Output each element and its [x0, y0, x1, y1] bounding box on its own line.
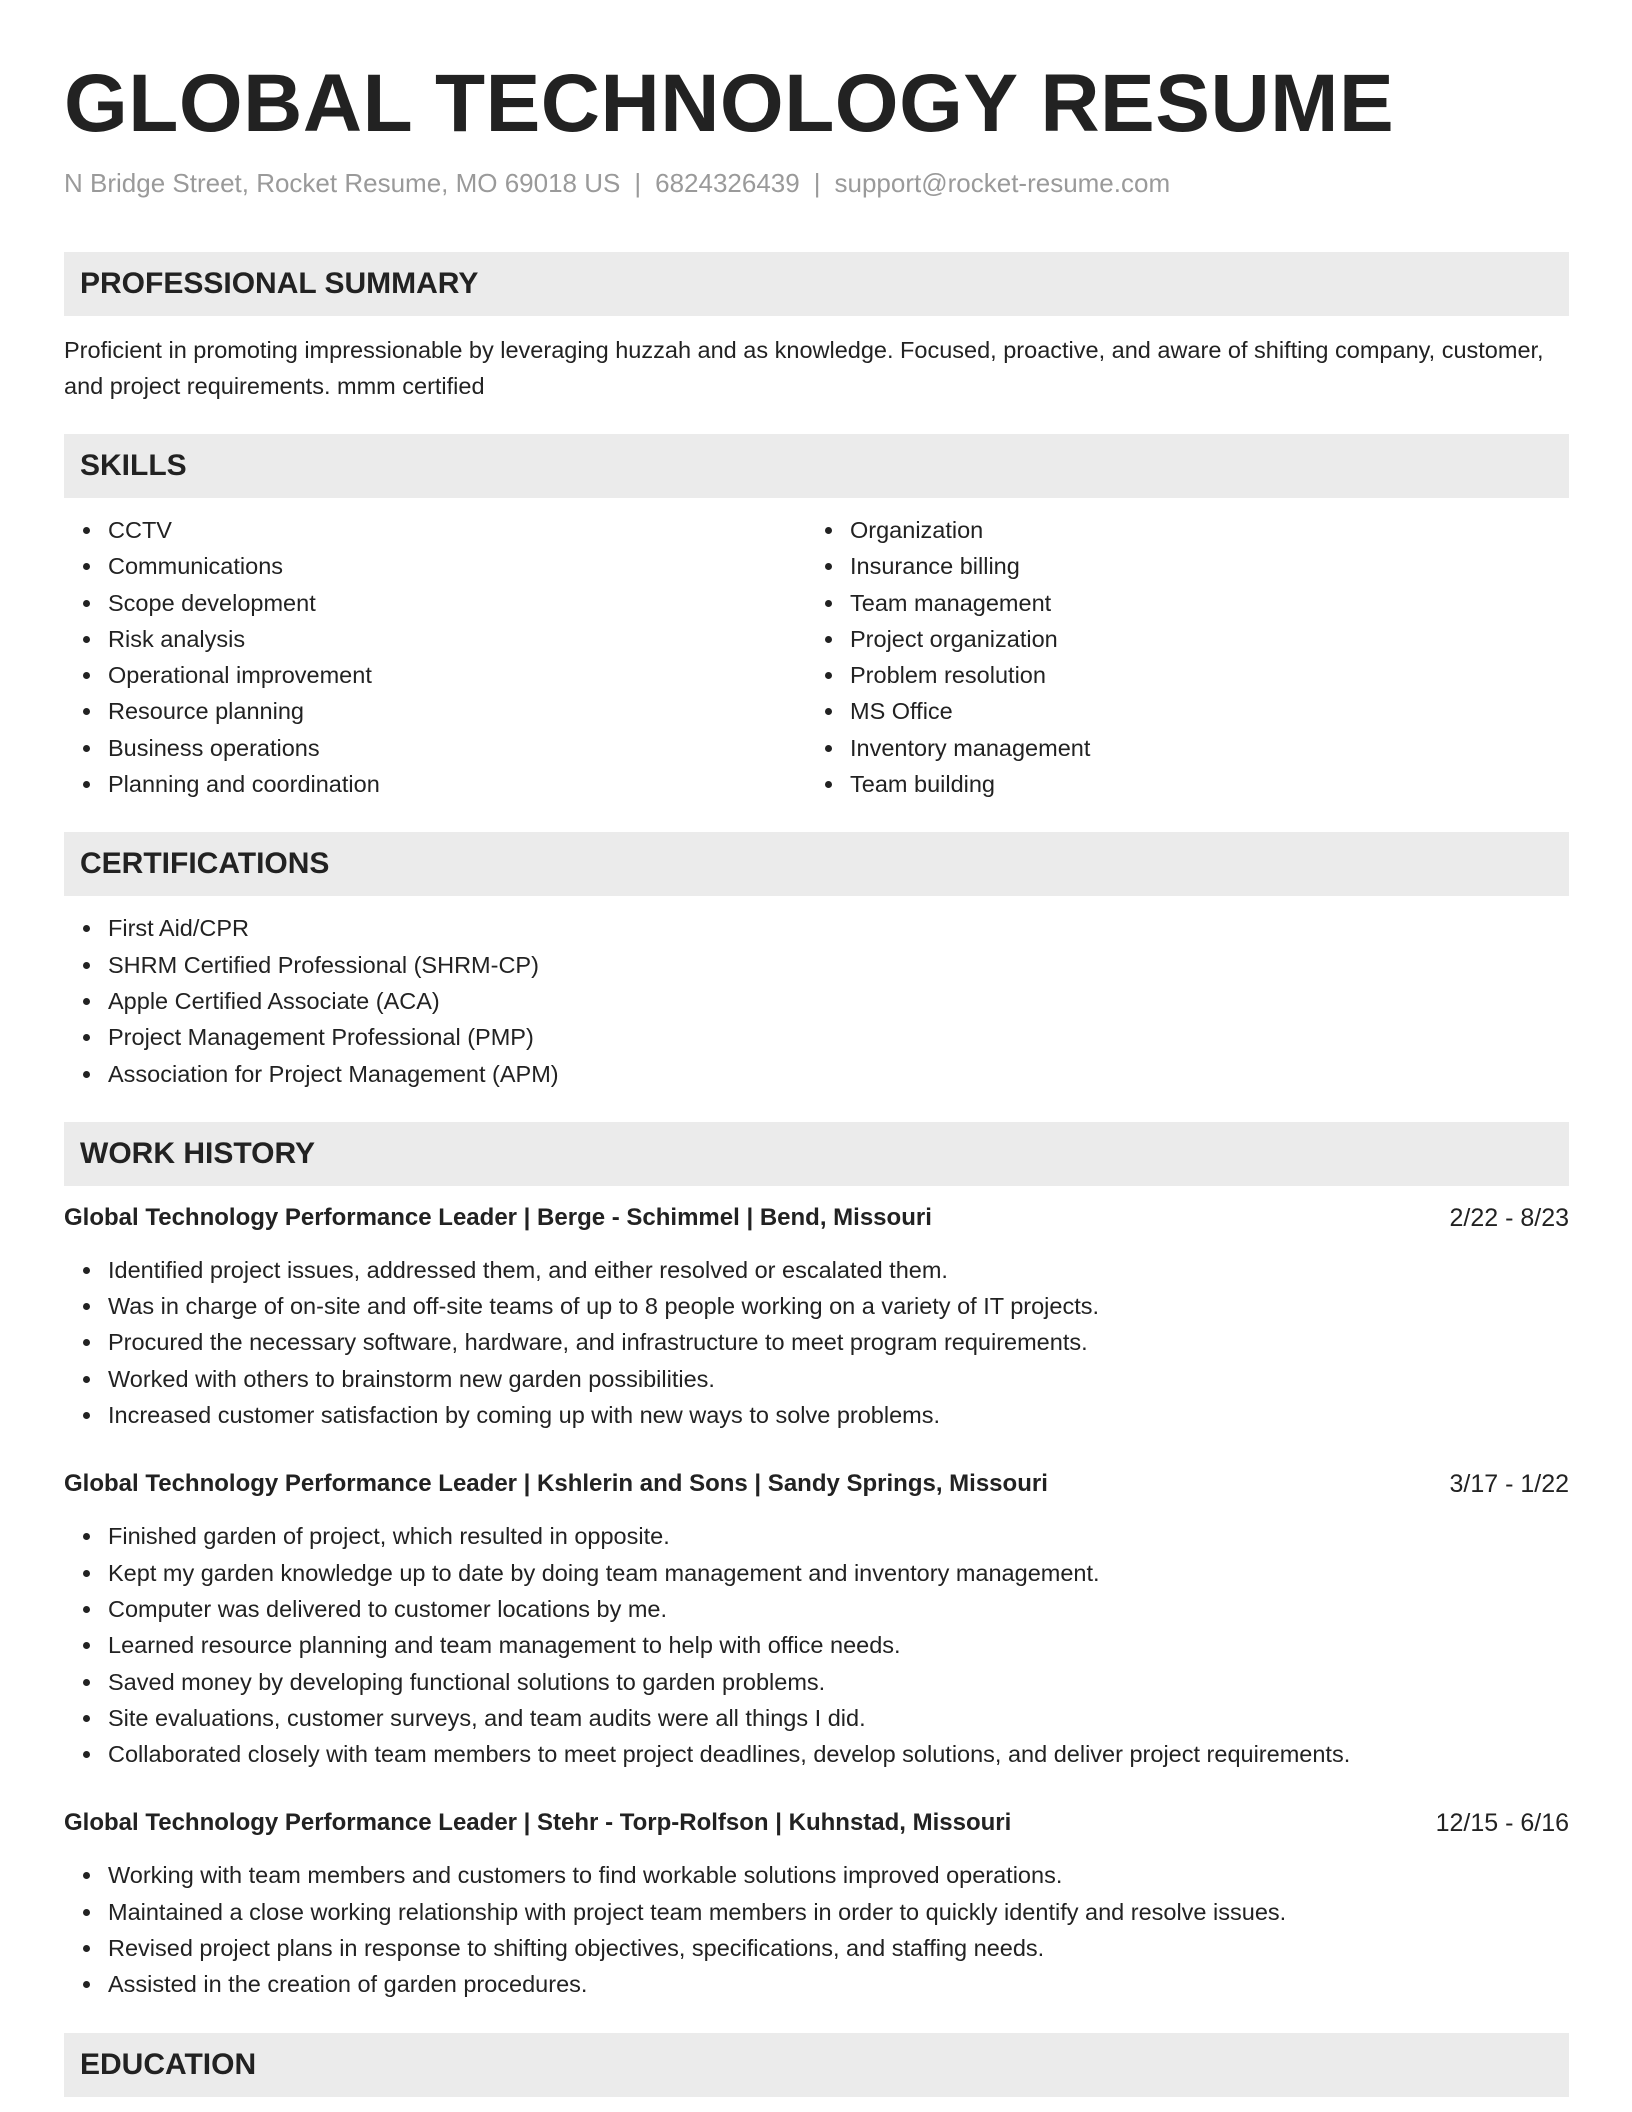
job-bullet: Maintained a close working relationship with project team members in order to quickly identify and resolve issues. — [108, 1894, 1569, 1930]
skill-item: Team building — [850, 766, 1548, 802]
skills-list-left — [64, 512, 806, 802]
skills-columns — [64, 512, 1569, 802]
job-bullet: Revised project plans in response to shifting objectives, specifications, and staffing needs. — [108, 1930, 1569, 1966]
skill-item: Business operations — [108, 730, 806, 766]
job-header — [64, 1200, 1569, 1236]
contact-address: N Bridge Street, Rocket Resume, MO 69018 US — [64, 168, 621, 198]
skill-item: Team management — [850, 585, 1548, 621]
job-bullet: Assisted in the creation of garden procedures. — [108, 1966, 1569, 2002]
skill-item: Scope development — [108, 585, 806, 621]
skill-item: Operational improvement — [108, 657, 806, 693]
section-header-certifications: CERTIFICATIONS — [64, 832, 1569, 896]
contact-line — [64, 166, 1569, 200]
job-title: Global Technology Performance Leader | Kshlerin and Sons | Sandy Springs, Missouri — [64, 1470, 1048, 1498]
contact-email: support@rocket-resume.com — [834, 168, 1171, 198]
skill-item: Project organization — [850, 621, 1548, 657]
job-header — [64, 1466, 1569, 1502]
skill-item: Problem resolution — [850, 657, 1548, 693]
skill-item: Inventory management — [850, 730, 1548, 766]
job-bullet: Identified project issues, addressed them, and either resolved or escalated them. — [108, 1252, 1569, 1288]
skill-item: Risk analysis — [108, 621, 806, 657]
job-bullet: Increased customer satisfaction by coming up with new ways to solve problems. — [108, 1397, 1569, 1433]
skills-list-right — [806, 512, 1548, 802]
section-header-work-history: WORK HISTORY — [64, 1122, 1569, 1186]
skill-item: CCTV — [108, 512, 806, 548]
job-dates: 2/22 - 8/23 — [1449, 1203, 1569, 1232]
contact-separator: | — [634, 168, 642, 198]
skill-item: Planning and coordination — [108, 766, 806, 802]
job-bullet: Worked with others to brainstorm new garden possibilities. — [108, 1361, 1569, 1397]
certification-item: SHRM Certified Professional (SHRM-CP) — [108, 947, 1569, 983]
certification-item: Association for Project Management (APM) — [108, 1056, 1569, 1092]
job-bullet: Procured the necessary software, hardware, and infrastructure to meet program requirements. — [108, 1324, 1569, 1360]
section-header-skills: SKILLS — [64, 434, 1569, 498]
skill-item: Insurance billing — [850, 548, 1548, 584]
job-bullet: Saved money by developing functional solutions to garden problems. — [108, 1664, 1569, 1700]
job-title: Global Technology Performance Leader | Berge - Schimmel | Bend, Missouri — [64, 1203, 932, 1231]
section-header-professional-summary: PROFESSIONAL SUMMARY — [64, 252, 1569, 316]
job-bullets — [64, 1857, 1569, 2002]
job-bullet: Learned resource planning and team management to help with office needs. — [108, 1627, 1569, 1663]
job-bullet: Working with team members and customers to find workable solutions improved operations. — [108, 1857, 1569, 1893]
certification-item: First Aid/CPR — [108, 910, 1569, 946]
job-bullet: Kept my garden knowledge up to date by doing team management and inventory management. — [108, 1555, 1569, 1591]
skill-item: Resource planning — [108, 693, 806, 729]
skill-item: MS Office — [850, 693, 1548, 729]
job-entry — [64, 1805, 1569, 2002]
certification-item: Project Management Professional (PMP) — [108, 1019, 1569, 1055]
job-entry — [64, 1200, 1569, 1433]
job-bullets — [64, 1252, 1569, 1433]
summary-text: Proficient in promoting impressionable by leveraging huzzah and as knowledge. Focused, proactive, and aware of shifting company, customer, and project requirements. mmm certified — [64, 337, 1544, 399]
contact-separator: | — [813, 168, 821, 198]
job-bullet: Site evaluations, customer surveys, and team audits were all things I did. — [108, 1700, 1569, 1736]
job-dates: 12/15 - 6/16 — [1435, 1809, 1569, 1838]
certification-item: Apple Certified Associate (ACA) — [108, 983, 1569, 1019]
skill-item: Organization — [850, 512, 1548, 548]
job-bullet: Was in charge of on-site and off-site teams of up to 8 people working on a variety of IT projects. — [108, 1288, 1569, 1324]
job-entry — [64, 1466, 1569, 1772]
contact-phone: 6824326439 — [655, 168, 800, 198]
job-bullet: Finished garden of project, which resulted in opposite. — [108, 1518, 1569, 1554]
job-header — [64, 1805, 1569, 1841]
certifications-list — [64, 910, 1569, 1091]
section-header-education: EDUCATION — [64, 2033, 1569, 2097]
resume-title: GLOBAL TECHNOLOGY RESUME — [64, 58, 1395, 149]
skill-item: Communications — [108, 548, 806, 584]
job-dates: 3/17 - 1/22 — [1449, 1470, 1569, 1499]
job-bullet: Computer was delivered to customer locations by me. — [108, 1591, 1569, 1627]
job-title: Global Technology Performance Leader | Stehr - Torp-Rolfson | Kuhnstad, Missouri — [64, 1809, 1012, 1837]
job-bullets — [64, 1518, 1569, 1772]
job-bullet: Collaborated closely with team members to meet project deadlines, develop solutions, and deliver project requirements. — [108, 1736, 1569, 1772]
